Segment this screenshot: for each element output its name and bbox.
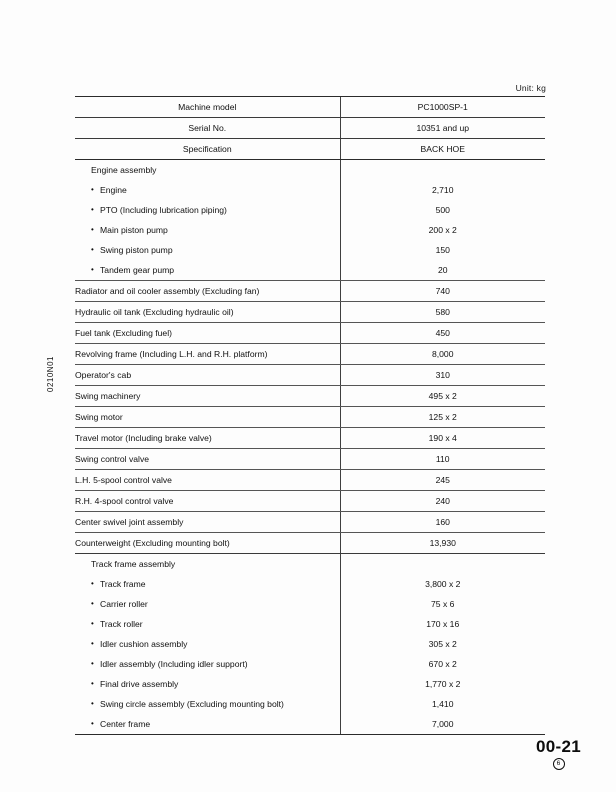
row-value: 305 x 2	[428, 639, 457, 649]
row-label: Engine assembly	[75, 160, 340, 181]
row-label-text: Swing circle assembly (Excluding mounting bolt)	[100, 699, 284, 709]
row-value: 125 x 2	[340, 407, 545, 428]
row-value: BACK HOE	[340, 139, 545, 160]
table-body	[75, 97, 545, 735]
row-label: L.H. 5-spool control valve	[75, 470, 340, 491]
margin-code-text: 0210N01	[46, 356, 55, 392]
row-value: 1,770 x 2	[425, 679, 461, 689]
row-label: Fuel tank (Excluding fuel)	[75, 323, 340, 344]
row-label	[75, 240, 340, 260]
table-row	[75, 428, 545, 449]
margin-code	[46, 320, 55, 392]
table-row	[75, 180, 545, 200]
row-label	[75, 654, 340, 674]
row-label: Hydraulic oil tank (Excluding hydraulic oil)	[75, 302, 340, 323]
row-label	[75, 714, 340, 735]
table-row	[75, 634, 545, 654]
table-row	[75, 470, 545, 491]
row-label-text: Center frame	[100, 719, 151, 729]
table-row	[75, 160, 545, 181]
row-value: 20	[437, 265, 448, 275]
bullet-icon: •	[91, 225, 94, 234]
row-label	[75, 674, 340, 694]
row-value: 75 x 6	[431, 599, 455, 609]
row-label-text: Idler cushion assembly	[100, 639, 188, 649]
row-value	[340, 554, 545, 575]
bullet-icon: •	[91, 185, 94, 194]
bullet-icon: •	[91, 639, 94, 648]
bullet-icon: •	[91, 245, 94, 254]
row-label-text: Swing piston pump	[100, 245, 173, 255]
bullet-icon: •	[91, 719, 94, 728]
row-label	[75, 614, 340, 634]
row-label-text: Tandem gear pump	[100, 265, 175, 275]
row-label-text: Final drive assembly	[100, 679, 179, 689]
row-label: Swing motor	[75, 407, 340, 428]
row-value: 1,410	[431, 699, 454, 709]
bullet-icon: •	[91, 579, 94, 588]
table-row	[75, 302, 545, 323]
bullet-icon: •	[91, 699, 94, 708]
row-label: Swing machinery	[75, 386, 340, 407]
row-label	[75, 220, 340, 240]
row-value	[340, 160, 545, 181]
table-row	[75, 386, 545, 407]
table-row	[75, 200, 545, 220]
row-value: 110	[340, 449, 545, 470]
row-value: 240	[340, 491, 545, 512]
row-value: 170 x 16	[426, 619, 460, 629]
row-label: Center swivel joint assembly	[75, 512, 340, 533]
row-value: 7,000	[431, 719, 454, 729]
row-label-text: Track roller	[100, 619, 143, 629]
table-row	[75, 449, 545, 470]
row-value: 190 x 4	[340, 428, 545, 449]
bullet-icon: •	[91, 599, 94, 608]
row-label: Revolving frame (Including L.H. and R.H. platform)	[75, 344, 340, 365]
row-label-text: Track frame	[100, 579, 146, 589]
table-row	[75, 714, 545, 735]
table-row	[75, 574, 545, 594]
row-value: 200 x 2	[428, 225, 457, 235]
row-value: 580	[340, 302, 545, 323]
page-number	[536, 738, 581, 770]
row-label: Serial No.	[75, 118, 340, 139]
table-row	[75, 554, 545, 575]
bullet-icon: •	[91, 265, 94, 274]
table-row	[75, 594, 545, 614]
specification-table	[75, 96, 545, 735]
row-label: Travel motor (Including brake valve)	[75, 428, 340, 449]
unit-label: Unit: kg	[515, 83, 546, 93]
row-label	[75, 574, 340, 594]
row-label: Specification	[75, 139, 340, 160]
row-value: 245	[340, 470, 545, 491]
bullet-icon: •	[91, 659, 94, 668]
page-number-value: 00-21	[536, 737, 581, 756]
row-value: 450	[340, 323, 545, 344]
table-row	[75, 533, 545, 554]
row-label	[75, 260, 340, 281]
table-row	[75, 674, 545, 694]
row-label: Track frame assembly	[75, 554, 340, 575]
table-row	[75, 281, 545, 302]
row-label-text: Idler assembly (Including idler support)	[100, 659, 248, 669]
row-label: Operator's cab	[75, 365, 340, 386]
row-label-text: Main piston pump	[100, 225, 168, 235]
row-label-text: Engine	[100, 185, 127, 195]
row-label	[75, 694, 340, 714]
row-label: Machine model	[75, 97, 340, 118]
table-row	[75, 694, 545, 714]
table-row	[75, 220, 545, 240]
table-row	[75, 512, 545, 533]
table-header-row	[75, 97, 545, 118]
row-label: Radiator and oil cooler assembly (Excluding fan)	[75, 281, 340, 302]
row-value: 495 x 2	[340, 386, 545, 407]
row-label: Counterweight (Excluding mounting bolt)	[75, 533, 340, 554]
row-value: PC1000SP-1	[340, 97, 545, 118]
row-value: 500	[435, 205, 450, 215]
row-value: 160	[340, 512, 545, 533]
row-label	[75, 180, 340, 200]
table-row	[75, 654, 545, 674]
bullet-icon: •	[91, 205, 94, 214]
row-label	[75, 634, 340, 654]
table-row	[75, 365, 545, 386]
row-label	[75, 594, 340, 614]
row-value: 2,710	[431, 185, 454, 195]
row-value: 740	[340, 281, 545, 302]
row-value: 670 x 2	[428, 659, 457, 669]
bullet-icon: •	[91, 619, 94, 628]
revision-mark	[536, 758, 581, 770]
table-header-row	[75, 118, 545, 139]
table-header-row	[75, 139, 545, 160]
row-value: 3,800 x 2	[425, 579, 461, 589]
row-value: 150	[435, 245, 450, 255]
row-label-text: Carrier roller	[100, 599, 148, 609]
row-label-text: PTO (Including lubrication piping)	[100, 205, 227, 215]
bullet-icon: •	[91, 679, 94, 688]
table-row	[75, 491, 545, 512]
revision-number: 6	[553, 758, 565, 770]
table-row	[75, 407, 545, 428]
row-label: R.H. 4-spool control valve	[75, 491, 340, 512]
table-row	[75, 240, 545, 260]
row-value: 10351 and up	[340, 118, 545, 139]
table-row	[75, 260, 545, 281]
row-label: Swing control valve	[75, 449, 340, 470]
row-value: 310	[340, 365, 545, 386]
row-value: 13,930	[340, 533, 545, 554]
row-label	[75, 200, 340, 220]
table-row	[75, 323, 545, 344]
table-row	[75, 344, 545, 365]
row-value: 8,000	[340, 344, 545, 365]
table-row	[75, 614, 545, 634]
